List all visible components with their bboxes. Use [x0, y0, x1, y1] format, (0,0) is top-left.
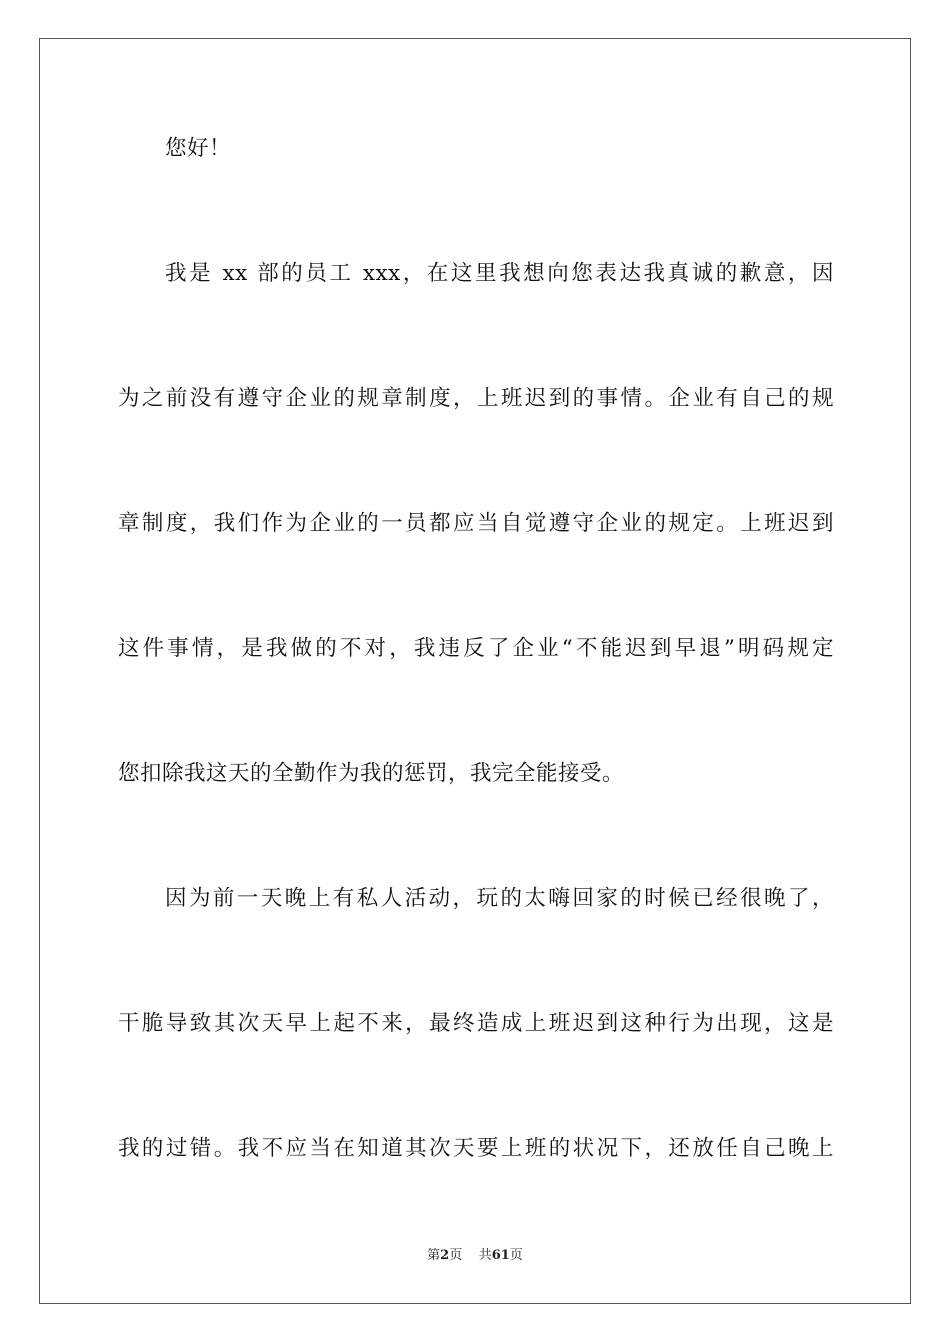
greeting-line: 您好！ [165, 136, 232, 161]
page-suffix: 页 [449, 1248, 463, 1263]
page-prefix: 第 [427, 1248, 441, 1263]
total-suffix: 页 [509, 1248, 523, 1263]
page-frame [39, 38, 911, 1304]
paragraph-line-7: 干脆导致其次天早上起不来，最终造成上班迟到这种行为出现，这是 [118, 1011, 834, 1036]
paragraph-line-8: 我的过错。我不应当在知道其次天要上班的状况下，还放任自己晚上 [118, 1136, 834, 1161]
paragraph-line-4: 这件事情，是我做的不对，我违反了企业“不能迟到早退”明码规定 [118, 636, 834, 661]
page-footer [0, 1248, 950, 1264]
total-pages: 61 [491, 1248, 510, 1263]
paragraph-line-5: 您扣除我这天的全勤作为我的惩罚，我完全能接受。 [118, 761, 625, 786]
page-number: 2 [440, 1248, 450, 1263]
total-prefix: 共 [478, 1248, 492, 1263]
paragraph-line-3: 章制度，我们作为企业的一员都应当自觉遵守企业的规定。上班迟到 [118, 511, 834, 536]
paragraph-line-1: 我是 xx 部的员工 xxx，在这里我想向您表达我真诚的歉意，因 [165, 261, 834, 286]
paragraph-line-6: 因为前一天晚上有私人活动，玩的太嗨回家的时候已经很晚了， [165, 886, 834, 911]
paragraph-line-2: 为之前没有遵守企业的规章制度，上班迟到的事情。企业有自己的规 [118, 386, 834, 411]
